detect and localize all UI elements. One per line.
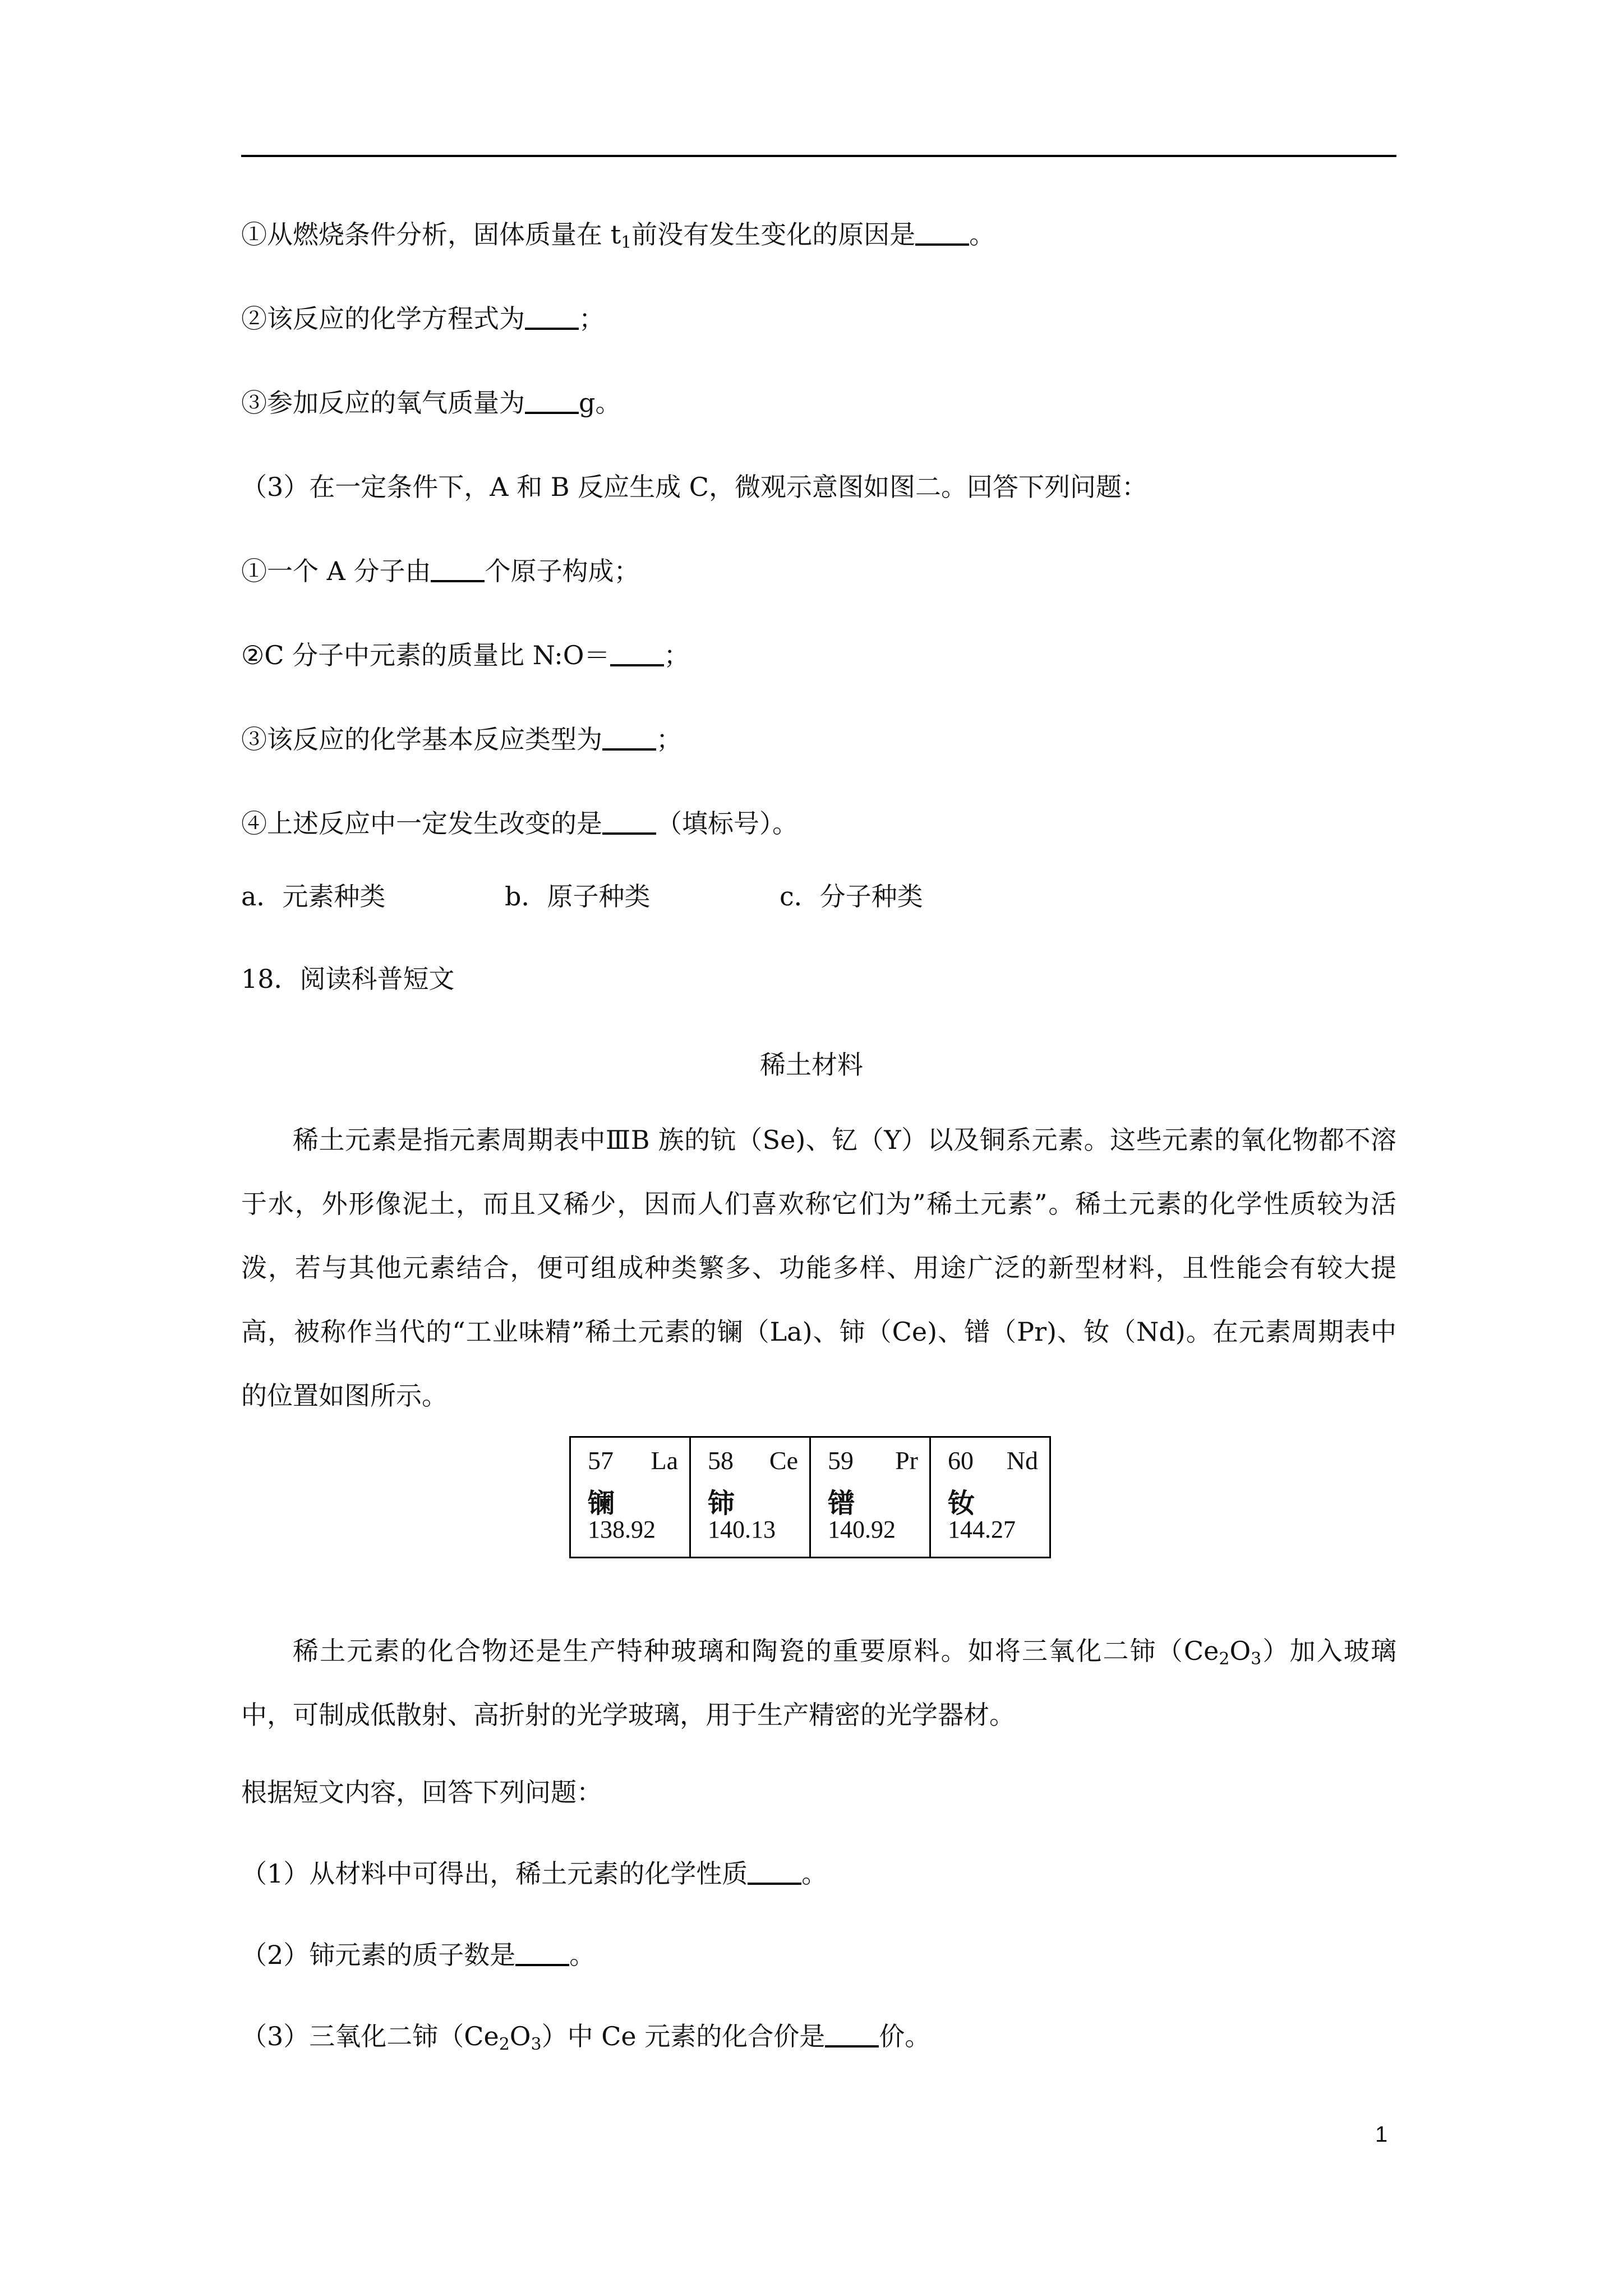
question-line: ③参加反应的氧气质量为 g。 (241, 388, 621, 418)
option-a: a．元素种类 (241, 881, 386, 912)
answer-blank[interactable] (602, 726, 656, 751)
page-number: 1 (1375, 2122, 1388, 2147)
atomic-mass: 140.92 (828, 1516, 896, 1543)
question-line: ①一个 A 分子由 个原子构成； (241, 556, 640, 586)
atomic-number: 57 (588, 1446, 614, 1475)
element-symbol: La (651, 1446, 678, 1475)
atomic-mass: 140.13 (708, 1516, 776, 1543)
element-cell-la (570, 1437, 690, 1558)
question-line: （3）三氧化二铈$(Ce_2O_3)$中 Ce 元素的化合价是 价。 (241, 2021, 931, 2054)
answer-blank[interactable] (915, 221, 969, 246)
answer-blank[interactable] (748, 1860, 801, 1885)
atomic-number: 58 (708, 1446, 734, 1475)
answer-blank[interactable] (525, 305, 579, 330)
element-cell-ce (690, 1437, 810, 1558)
answer-blank[interactable] (825, 2023, 879, 2047)
question-line: ④上述反应中一定发生改变的是 （填标号）。 (241, 808, 798, 839)
article-paragraph: 稀土元素的化合物还是生产特种玻璃和陶瓷的重要原料。如将三氧化二铈$(Ce_2O_3)$加入玻璃中，可制成低散射、高折射的光学玻璃，用于生产精密的光学器材。 (241, 1636, 1397, 1730)
article-title: 稀土材料 (760, 1050, 863, 1080)
answer-blank[interactable] (525, 389, 579, 414)
answer-blank[interactable] (431, 558, 485, 582)
question-line: ②该反应的化学方程式为 ； (241, 303, 605, 334)
question-line: ②C 分子中元素的质量比 N:O＝ ； (241, 640, 690, 670)
header-rule (241, 155, 1396, 157)
element-name: 铈 (708, 1488, 735, 1519)
atomic-number: 59 (828, 1446, 854, 1475)
question-line: ③该反应的化学基本反应类型为 ； (241, 724, 682, 754)
part-heading: （3）在一定条件下，A 和 B 反应生成 C，微观示意图如图二。回答下列问题： (241, 472, 1147, 502)
option-b: b．原子种类 (505, 881, 651, 912)
question-number: 18．阅读科普短文 (241, 964, 455, 994)
element-name: 钕 (948, 1488, 975, 1519)
element-name: 镨 (828, 1488, 855, 1519)
questions-intro: 根据短文内容，回答下列问题： (241, 1777, 602, 1807)
element-symbol: Pr (895, 1446, 918, 1475)
element-symbol: Ce (769, 1446, 798, 1475)
element-cell-pr (810, 1437, 930, 1558)
element-name: 镧 (588, 1488, 615, 1519)
atomic-mass: 138.92 (588, 1516, 656, 1543)
atomic-number: 60 (948, 1446, 974, 1475)
answer-blank[interactable] (610, 642, 664, 666)
option-c: c．分子种类 (780, 881, 923, 912)
periodic-table-excerpt (569, 1436, 1051, 1558)
question-line: （2）铈元素的质子数是 。 (241, 1940, 596, 1970)
article-paragraph: 稀土元素是指元素周期表中ⅢB 族的钪（Se)、钇（Y）以及铜系元素。这些元素的氧化物都不溶于水，外形像泥土，而且又稀少，因而人们喜欢称它们为”稀土元素”。稀土元素的化学性质较为活泼，若与其他元素结合，便可组成种类繁多、功能多样、用途广泛的新型材料，且性能会有较大提高，被称作当代的“工业味精”稀土元素的镧（La)、铈（Ce)、镨（Pr)、钕（Nd)。在元素周期表中的位置如图所示。 (241, 1125, 1396, 1411)
element-symbol: Nd (1006, 1446, 1038, 1475)
question-line: （1）从材料中可得出，稀土元素的化学性质 。 (241, 1858, 828, 1889)
element-cell-nd (930, 1437, 1050, 1558)
answer-blank[interactable] (515, 1941, 569, 1966)
atomic-mass: 144.27 (948, 1516, 1016, 1543)
question-line: ①从燃烧条件分析，固体质量在 $t_1$前没有发生变化的原因是 。 (241, 219, 995, 252)
answer-blank[interactable] (602, 810, 656, 835)
